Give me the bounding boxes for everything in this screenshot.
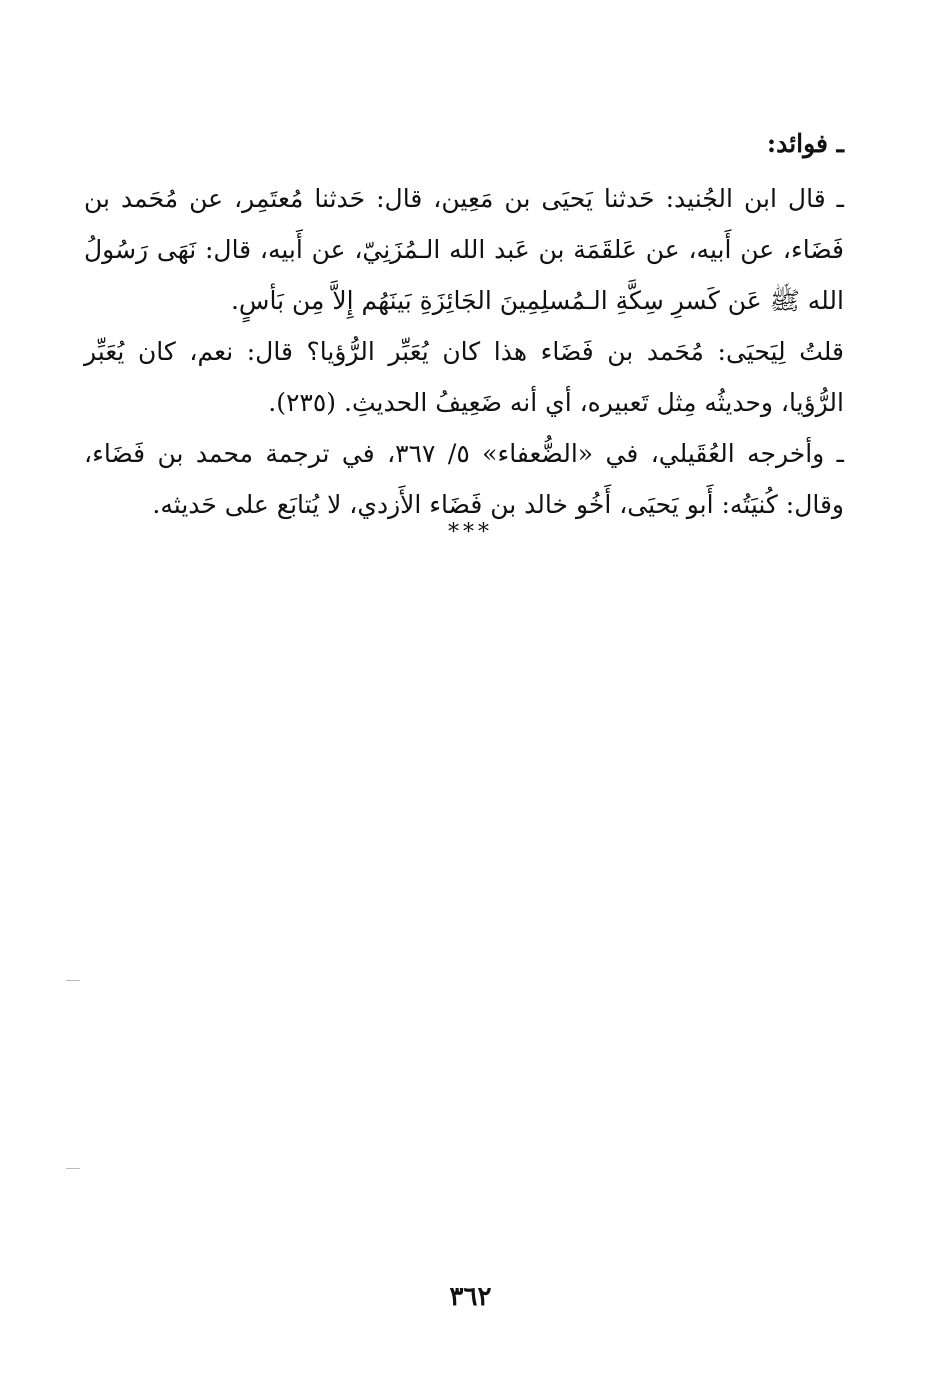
paragraph-1: ـ قال ابن الجُنيد: حَدثنا يَحيَى بن مَعِين، قال: حَدثنا مُعتَمِر، عن مُحَمد بن فَضَاء، عن أَبيه، عن عَلقَمَة بن عَبد الله الـمُزَنِيّ، عن أَبيه، قال: نَهَى رَسُولُ الله ﷺ عَن كَسرِ سِكَّةِ الـمُسلِمِينَ الجَائِزَةِ بَينَهُم إِلاَّ مِن بَأسٍ. xyxy=(84,184,844,315)
paragraph-3: ـ وأخرجه العُقَيلي، في «الضُّعفاء» ٥/ ٣٦٧، في ترجمة محمد بن فَضَاء، وقال: كُنيَتُه: أَبو يَحيَى، أَخُو خالد بن فَضَاء الأَزدي، لا يُتابَع على حَديثه. xyxy=(84,439,844,519)
paragraph-2: قلتُ لِيَحيَى: مُحَمد بن فَضَاء هذا كان يُعَبِّر الرُّؤيا؟ قال: نعم، كان يُعَبِّر الرُّؤيا، وحديثُه مِثل تَعبيره، أي أنه ضَعِيفُ الحديثِ. (٢٣٥). xyxy=(84,337,844,417)
page-number: ٣٦٢ xyxy=(449,1282,492,1312)
asterism-separator: *** xyxy=(448,520,493,545)
scan-edge-mark xyxy=(66,1168,80,1169)
scan-edge-mark xyxy=(66,980,80,981)
body-text xyxy=(84,118,844,530)
section-heading: ـ فوائد: xyxy=(766,129,844,158)
